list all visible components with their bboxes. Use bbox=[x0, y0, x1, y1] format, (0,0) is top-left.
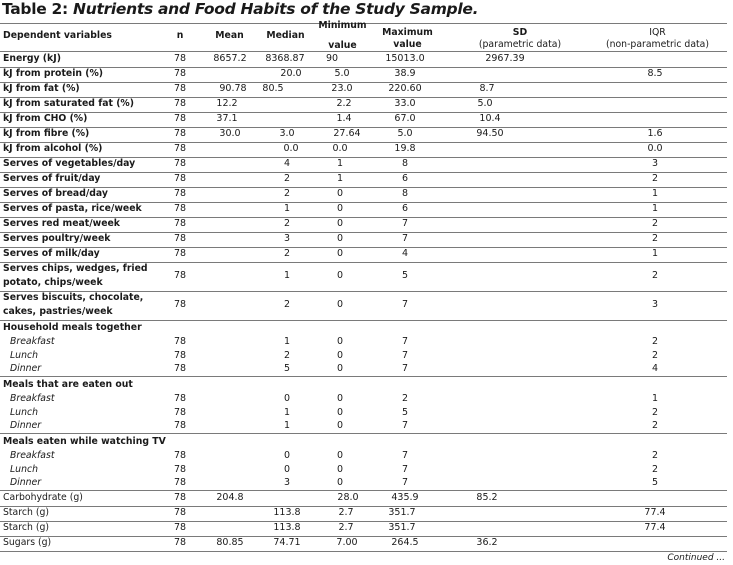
row-label: Serves biscuits, chocolate, bbox=[3, 292, 144, 303]
cell-max: 4 bbox=[401, 248, 409, 259]
cell-iqr: 3 bbox=[651, 158, 659, 169]
table-row bbox=[0, 449, 727, 463]
table-row bbox=[0, 392, 727, 406]
cell-max: 8 bbox=[401, 158, 409, 169]
row-label: kJ from saturated fat (%) bbox=[3, 98, 135, 109]
cell-n: 78 bbox=[173, 203, 187, 214]
cell-min: 27.64 bbox=[333, 128, 361, 139]
cell-iqr: 77.4 bbox=[644, 522, 666, 533]
table-row bbox=[0, 491, 727, 506]
cell-n: 78 bbox=[173, 188, 187, 199]
cell-max: 264.5 bbox=[391, 537, 419, 548]
cell-min: 0 bbox=[336, 233, 344, 244]
cell-min: 0 bbox=[336, 393, 344, 404]
group-header bbox=[0, 321, 727, 335]
row-label: Energy (kJ) bbox=[3, 53, 61, 64]
cell-median: 20.0 bbox=[280, 68, 302, 79]
continued-note: Continued ... bbox=[667, 553, 725, 563]
cell-sd: 2967.39 bbox=[485, 53, 525, 64]
row-label: Serves red meat/week bbox=[3, 218, 120, 229]
cell-median: 2 bbox=[283, 349, 291, 361]
cell-median: 1 bbox=[283, 270, 291, 281]
table-row bbox=[0, 112, 727, 127]
table-row bbox=[0, 362, 727, 376]
cell-n: 78 bbox=[173, 507, 187, 518]
divider bbox=[0, 551, 727, 552]
cell-iqr: 1.6 bbox=[647, 128, 663, 139]
cell-median: 3.0 bbox=[279, 128, 295, 139]
cell-n: 78 bbox=[173, 463, 187, 475]
header-iqr-note: (non-parametric data) bbox=[605, 39, 710, 50]
divider bbox=[0, 433, 727, 434]
table-row bbox=[0, 202, 727, 217]
cell-n: 78 bbox=[173, 492, 187, 503]
cell-mean: 12.2 bbox=[216, 98, 238, 109]
table-row bbox=[0, 262, 727, 291]
cell-max: 2 bbox=[401, 393, 409, 404]
cell-median: 80.5 bbox=[262, 83, 284, 94]
cell-max: 7 bbox=[401, 463, 409, 475]
divider bbox=[0, 376, 727, 377]
cell-median: 0.0 bbox=[283, 143, 299, 154]
cell-n: 78 bbox=[173, 477, 187, 489]
cell-max: 7 bbox=[401, 450, 409, 461]
cell-max: 19.8 bbox=[394, 143, 416, 154]
cell-median: 1 bbox=[283, 336, 291, 347]
cell-median: 1 bbox=[283, 406, 291, 418]
cell-iqr: 77.4 bbox=[644, 507, 666, 518]
row-label: kJ from protein (%) bbox=[3, 68, 104, 79]
cell-iqr: 2 bbox=[651, 270, 659, 281]
table-row bbox=[0, 52, 727, 67]
cell-max: 7 bbox=[401, 477, 409, 489]
cell-max: 38.9 bbox=[394, 68, 416, 79]
cell-n: 78 bbox=[173, 248, 187, 259]
cell-median: 1 bbox=[283, 420, 291, 432]
cell-median: 0 bbox=[283, 463, 291, 475]
cell-min: 90 bbox=[325, 53, 339, 64]
cell-median: 4 bbox=[283, 158, 291, 169]
table-caption: Nutrients and Food Habits of the Study Sample. bbox=[73, 0, 479, 18]
cell-n: 78 bbox=[173, 128, 187, 139]
table-row bbox=[0, 142, 727, 157]
row-label: Sugars (g) bbox=[3, 537, 52, 548]
table-row bbox=[0, 335, 727, 349]
cell-iqr: 2 bbox=[651, 349, 659, 361]
cell-min: 2.2 bbox=[336, 98, 352, 109]
cell-mean: 90.78 bbox=[219, 83, 247, 94]
cell-n: 78 bbox=[173, 53, 187, 64]
table-row bbox=[0, 82, 727, 97]
cell-min: 28.0 bbox=[337, 492, 359, 503]
cell-median: 1 bbox=[283, 203, 291, 214]
cell-min: 0 bbox=[336, 218, 344, 229]
table-row bbox=[0, 349, 727, 363]
cell-mean: 30.0 bbox=[219, 128, 241, 139]
cell-median: 3 bbox=[283, 477, 291, 489]
header-maximum-value: value bbox=[393, 39, 422, 50]
cell-iqr: 1 bbox=[651, 188, 659, 199]
row-label: Breakfast bbox=[10, 336, 55, 347]
table-header bbox=[0, 20, 727, 51]
row-label: Lunch bbox=[10, 463, 38, 475]
row-label: kJ from fat (%) bbox=[3, 83, 80, 94]
table-row bbox=[0, 476, 727, 490]
cell-n: 78 bbox=[173, 143, 187, 154]
cell-iqr: 4 bbox=[651, 363, 659, 375]
table-row bbox=[0, 172, 727, 187]
cell-max: 8 bbox=[401, 188, 409, 199]
header-minimum-value: value bbox=[328, 40, 357, 51]
cell-iqr: 2 bbox=[651, 463, 659, 475]
cell-median: 74.71 bbox=[273, 537, 301, 548]
cell-mean: 80.85 bbox=[216, 537, 244, 548]
row-label: Dinner bbox=[10, 420, 42, 432]
cell-max: 7 bbox=[401, 336, 409, 347]
cell-max: 5 bbox=[401, 270, 409, 281]
group-label: Meals that are eaten out bbox=[3, 379, 133, 390]
table-row bbox=[0, 247, 727, 262]
cell-n: 78 bbox=[173, 270, 187, 281]
cell-iqr: 2 bbox=[651, 233, 659, 244]
row-label: kJ from alcohol (%) bbox=[3, 143, 103, 154]
cell-n: 78 bbox=[173, 83, 187, 94]
header-variables: Dependent variables bbox=[3, 30, 112, 41]
header-n: n bbox=[176, 30, 184, 41]
cell-max: 7 bbox=[401, 299, 409, 310]
row-label: kJ from CHO (%) bbox=[3, 113, 88, 124]
cell-min: 23.0 bbox=[331, 83, 353, 94]
cell-max: 7 bbox=[401, 420, 409, 432]
cell-n: 78 bbox=[173, 537, 187, 548]
cell-min: 0 bbox=[336, 248, 344, 259]
row-label: Dinner bbox=[10, 363, 42, 375]
cell-max: 220.60 bbox=[388, 83, 422, 94]
cell-max: 6 bbox=[401, 173, 409, 184]
cell-max: 6 bbox=[401, 203, 409, 214]
cell-min: 1.4 bbox=[336, 113, 352, 124]
cell-sd: 94.50 bbox=[476, 128, 504, 139]
cell-min: 7.00 bbox=[336, 537, 358, 548]
cell-max: 7 bbox=[401, 349, 409, 361]
cell-n: 78 bbox=[173, 299, 187, 310]
cell-iqr: 1 bbox=[651, 393, 659, 404]
table-row bbox=[0, 97, 727, 112]
cell-max: 351.7 bbox=[388, 522, 416, 533]
cell-median: 2 bbox=[283, 218, 291, 229]
table-row bbox=[0, 157, 727, 172]
cell-median: 0 bbox=[283, 393, 291, 404]
cell-median: 2 bbox=[283, 248, 291, 259]
row-label: Lunch bbox=[10, 406, 38, 418]
row-label: Serves of milk/day bbox=[3, 248, 100, 259]
row-label-cont: cakes, pastries/week bbox=[3, 306, 113, 317]
row-label: Starch (g) bbox=[3, 522, 49, 533]
header-minimum: Minimum bbox=[318, 20, 367, 31]
cell-min: 0.0 bbox=[332, 143, 348, 154]
cell-iqr: 8.5 bbox=[647, 68, 663, 79]
cell-n: 78 bbox=[173, 336, 187, 347]
cell-n: 78 bbox=[173, 349, 187, 361]
group-header bbox=[0, 435, 727, 449]
table-row bbox=[0, 536, 727, 551]
row-label: Serves of fruit/day bbox=[3, 173, 101, 184]
cell-sd: 8.7 bbox=[479, 83, 495, 94]
cell-min: 0 bbox=[336, 349, 344, 361]
cell-iqr: 2 bbox=[651, 218, 659, 229]
cell-min: 0 bbox=[336, 203, 344, 214]
table-row bbox=[0, 127, 727, 142]
cell-max: 7 bbox=[401, 218, 409, 229]
table-row bbox=[0, 291, 727, 320]
cell-min: 0 bbox=[336, 188, 344, 199]
cell-min: 0 bbox=[336, 363, 344, 375]
table-title bbox=[2, 0, 478, 18]
table-row bbox=[0, 67, 727, 82]
row-label: kJ from fibre (%) bbox=[3, 128, 90, 139]
row-label: Breakfast bbox=[10, 450, 55, 461]
cell-max: 33.0 bbox=[394, 98, 416, 109]
cell-median: 5 bbox=[283, 363, 291, 375]
row-label-cont: potato, chips/week bbox=[3, 277, 103, 288]
cell-n: 78 bbox=[173, 113, 187, 124]
table-number: Table 2: bbox=[2, 0, 68, 18]
cell-n: 78 bbox=[173, 98, 187, 109]
group-header bbox=[0, 378, 727, 392]
cell-iqr: 1 bbox=[651, 248, 659, 259]
row-label: Dinner bbox=[10, 477, 42, 489]
cell-median: 2 bbox=[283, 188, 291, 199]
cell-n: 78 bbox=[173, 158, 187, 169]
cell-median: 2 bbox=[283, 173, 291, 184]
table-row bbox=[0, 419, 727, 433]
header-sd: SD bbox=[512, 27, 528, 38]
cell-median: 113.8 bbox=[273, 507, 301, 518]
cell-min: 0 bbox=[336, 406, 344, 418]
table-row bbox=[0, 187, 727, 202]
cell-sd: 10.4 bbox=[479, 113, 501, 124]
row-label: Serves of vegetables/day bbox=[3, 158, 136, 169]
cell-max: 5.0 bbox=[397, 128, 413, 139]
group-label: Meals eaten while watching TV bbox=[3, 436, 166, 447]
header-maximum: Maximum bbox=[382, 27, 433, 38]
cell-max: 7 bbox=[401, 233, 409, 244]
cell-max: 351.7 bbox=[388, 507, 416, 518]
cell-iqr: 2 bbox=[651, 406, 659, 418]
table-row bbox=[0, 217, 727, 232]
table-row bbox=[0, 521, 727, 536]
table-row bbox=[0, 506, 727, 521]
row-label: Lunch bbox=[10, 349, 38, 361]
cell-n: 78 bbox=[173, 393, 187, 404]
cell-n: 78 bbox=[173, 218, 187, 229]
cell-iqr: 1 bbox=[651, 203, 659, 214]
cell-mean: 8657.2 bbox=[213, 53, 247, 64]
cell-n: 78 bbox=[173, 406, 187, 418]
cell-max: 7 bbox=[401, 363, 409, 375]
cell-max: 67.0 bbox=[394, 113, 416, 124]
cell-sd: 85.2 bbox=[476, 492, 498, 503]
cell-median: 2 bbox=[283, 299, 291, 310]
cell-min: 1 bbox=[336, 158, 344, 169]
cell-min: 2.7 bbox=[338, 507, 354, 518]
cell-n: 78 bbox=[173, 522, 187, 533]
row-label: Carbohydrate (g) bbox=[3, 492, 83, 503]
row-label: Starch (g) bbox=[3, 507, 49, 518]
cell-iqr: 2 bbox=[651, 173, 659, 184]
cell-sd: 5.0 bbox=[477, 98, 493, 109]
cell-sd: 36.2 bbox=[476, 537, 498, 548]
row-label: Serves poultry/week bbox=[3, 233, 111, 244]
cell-n: 78 bbox=[173, 420, 187, 432]
cell-n: 78 bbox=[173, 450, 187, 461]
cell-min: 0 bbox=[336, 420, 344, 432]
cell-max: 435.9 bbox=[391, 492, 419, 503]
table-row bbox=[0, 406, 727, 420]
cell-min: 0 bbox=[336, 477, 344, 489]
header-mean: Mean bbox=[215, 30, 244, 41]
cell-median: 8368.87 bbox=[265, 53, 305, 64]
cell-median: 3 bbox=[283, 233, 291, 244]
cell-min: 0 bbox=[336, 299, 344, 310]
cell-n: 78 bbox=[173, 363, 187, 375]
cell-min: 0 bbox=[336, 270, 344, 281]
row-label: Serves of bread/day bbox=[3, 188, 108, 199]
cell-iqr: 3 bbox=[651, 299, 659, 310]
cell-min: 0 bbox=[336, 450, 344, 461]
cell-max: 15013.0 bbox=[385, 53, 425, 64]
cell-n: 78 bbox=[173, 68, 187, 79]
cell-n: 78 bbox=[173, 233, 187, 244]
table-row bbox=[0, 232, 727, 247]
cell-min: 0 bbox=[336, 336, 344, 347]
row-label: Serves of pasta, rice/week bbox=[3, 203, 142, 214]
cell-n: 78 bbox=[173, 173, 187, 184]
cell-iqr: 5 bbox=[651, 477, 659, 489]
cell-min: 0 bbox=[336, 463, 344, 475]
cell-median: 113.8 bbox=[273, 522, 301, 533]
cell-median: 0 bbox=[283, 450, 291, 461]
group-label: Household meals together bbox=[3, 322, 142, 333]
row-label: Breakfast bbox=[10, 393, 55, 404]
cell-min: 1 bbox=[336, 173, 344, 184]
cell-iqr: 0.0 bbox=[647, 143, 663, 154]
cell-min: 2.7 bbox=[338, 522, 354, 533]
header-median: Median bbox=[266, 30, 305, 41]
header-iqr: IQR bbox=[649, 27, 666, 38]
row-label: Serves chips, wedges, fried bbox=[3, 263, 148, 274]
cell-mean: 204.8 bbox=[216, 492, 244, 503]
table-row bbox=[0, 463, 727, 477]
cell-min: 5.0 bbox=[334, 68, 350, 79]
header-sd-note: (parametric data) bbox=[478, 39, 562, 50]
cell-iqr: 2 bbox=[651, 450, 659, 461]
cell-iqr: 2 bbox=[651, 420, 659, 432]
cell-max: 5 bbox=[401, 406, 409, 418]
cell-iqr: 2 bbox=[651, 336, 659, 347]
cell-mean: 37.1 bbox=[216, 113, 238, 124]
